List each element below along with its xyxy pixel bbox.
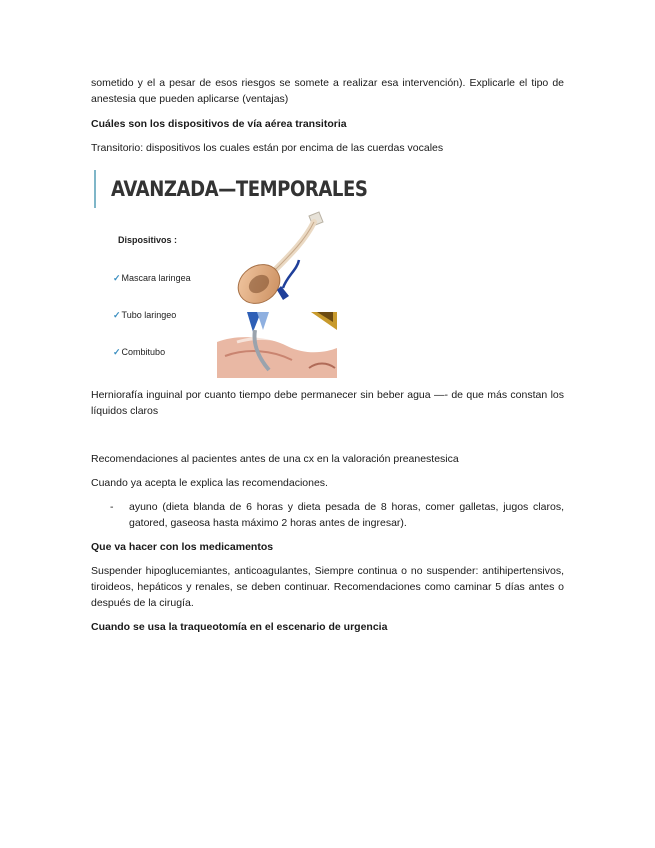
paragraph-transitorio: Transitorio: dispositivos los cuales están por encima de las cuerdas vocales [91,142,444,154]
combitube-photo-illustration [217,312,337,378]
figure-item-label: Tubo laringeo [121,310,177,320]
heading-traqueotomia: Cuando se usa la traqueotomía en el escenario de urgencia [91,621,388,633]
check-icon: ✓ [113,273,121,283]
bullet-dash: - [110,501,114,513]
check-icon: ✓ [113,347,121,357]
paragraph-herniorrafia: Herniorafía inguinal por cuanto tiempo debe permanecer sin beber agua —- de que más constan los líquidos claros [91,389,564,417]
airway-devices-figure [91,166,368,378]
title-accent-bar [94,170,96,208]
figure-item-combitubo [113,347,165,358]
bullet-item-ayuno: ayuno (dieta blanda de 6 horas y dieta pesada de 8 horas, comer galletas, jugos claros, gatored, gaseosa hasta máximo 2 horas antes de ingresar). [129,501,564,529]
paragraph-intro: sometido y el a pesar de esos riesgos se somete a realizar esa intervención). Explicarle el tipo de anestesia que pueden aplicarse (ventajas) [91,77,564,105]
laryngeal-mask-illustration [213,210,338,310]
figure-item-tubo [113,310,176,321]
paragraph-cuando: Cuando ya acepta le explica las recomendaciones. [91,477,328,489]
heading-medicamentos: Que va hacer con los medicamentos [91,541,274,553]
check-icon: ✓ [113,310,121,320]
figure-subtitle: Dispositivos : [118,235,178,245]
heading-dispositivos: Cuáles son los dispositivos de vía aérea transitoria [91,118,347,130]
figure-title: AVANZADA—TEMPORALES [111,177,368,201]
figure-item-mascara [113,273,191,284]
paragraph-suspender: Suspender hipoglucemiantes, anticoagulantes, Siempre continua o no suspender: antihipertensivos, tiroideos, hepáticos y renales, se deben continuar. Recomendaciones como caminar 5 días antes o después de la cirugía. [91,565,564,609]
figure-item-label: Combitubo [121,347,166,357]
figure-item-label: Mascara laringea [121,273,191,283]
paragraph-recomendaciones: Recomendaciones al pacientes antes de una cx en la valoración preanestesica [91,453,459,465]
